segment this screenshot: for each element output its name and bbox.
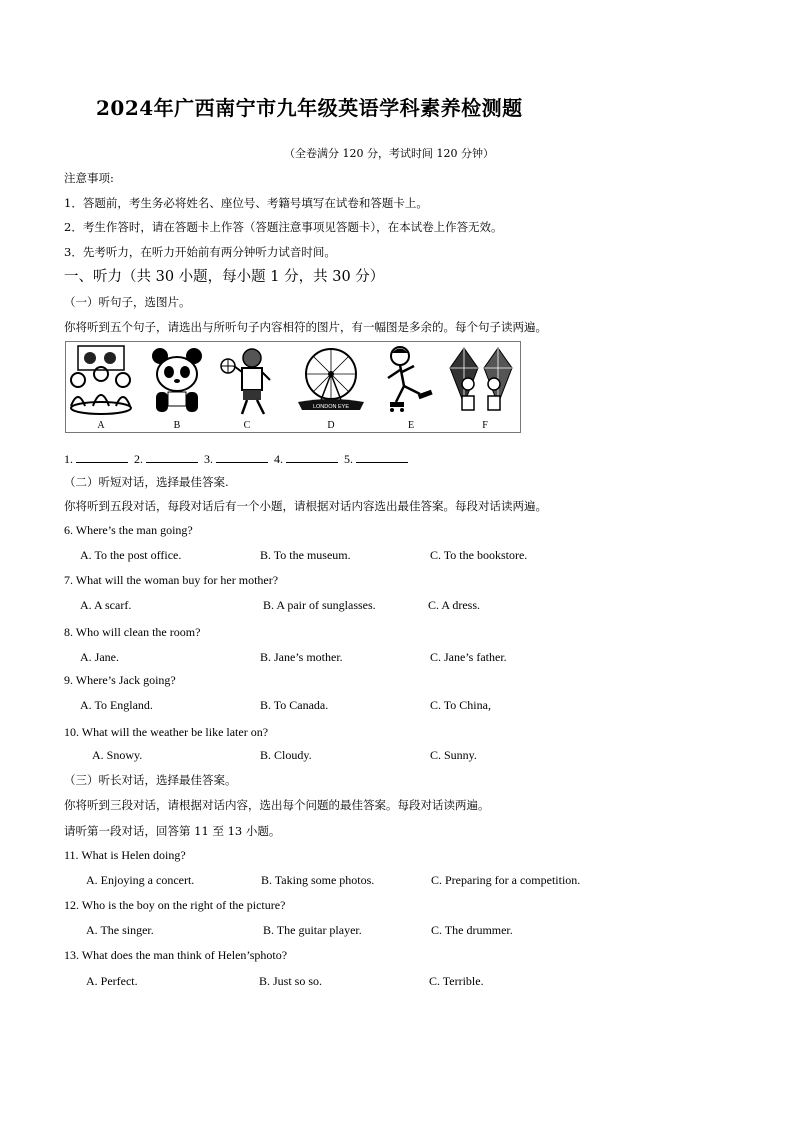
picture-label-d: D [327,420,335,431]
question-10: 10. What will the weather be like later on? [64,725,269,739]
london-eye-caption: LONDON EYE [312,404,350,410]
london-eye-icon [294,344,368,416]
notes-heading: 注意事项: [64,171,114,185]
question-6: 6. Where’s the man going? [64,523,193,537]
option-a: A. To the post office. [80,548,182,562]
part1-instruction: 你将听到五个句子，请选出与所听句子内容相符的图片，有一幅图是多余的。每个句子读两遍。 [64,320,547,334]
answer-blank-4[interactable] [286,452,338,463]
page-title: 2024年广西南宁市九年级英语学科素养检测题 [96,96,523,120]
note-item: 1．答题前，考生务必将姓名、座位号、考籍号填写在试卷和答题卡上。 [64,196,428,210]
option-c: C. Sunny. [430,748,477,762]
blank-number: 5. [344,452,353,466]
kids-kites-icon [444,344,518,416]
option-a: A. Enjoying a concert. [86,873,195,887]
option-a: A. To England. [80,698,153,712]
skater-icon [378,344,444,416]
basketball-player-icon [214,344,280,416]
option-c: C. The drummer. [431,923,513,937]
part3-instruction: 你将听到三段对话，请根据对话内容，选出每个问题的最佳答案。每段对话读两遍。 [64,798,490,812]
section-heading-listening: 一、听力（共 30 小题，每小题 1 分，共 30 分） [64,269,385,285]
blank-number: 3. [204,452,213,466]
option-b: B. Just so so. [259,974,323,988]
picture-label-f: F [482,420,488,431]
blank-number: 4. [274,452,283,466]
picture-label-c: C [243,420,251,431]
option-b: B. To Canada. [260,698,329,712]
question-9: 9. Where’s Jack going? [64,673,176,687]
part2-heading: （二）听短对话，选择最佳答案. [64,475,229,489]
option-b: B. The guitar player. [263,923,362,937]
option-a: A. The singer. [86,923,154,937]
option-c: C. To China, [430,698,491,712]
option-b: B. To the museum. [260,548,351,562]
question-8: 8. Who will clean the room? [64,625,201,639]
option-a: A. Jane. [80,650,119,664]
option-c: C. To the bookstore. [430,548,528,562]
answer-blank-3[interactable] [216,452,268,463]
picture-strip [65,341,521,433]
part1-heading: （一）听句子，选图片。 [64,295,191,309]
part2-instruction: 你将听到五段对话，每段对话后有一个小题，请根据对话内容选出最佳答案。每段对话读两遍。 [64,499,547,513]
answer-blank-1[interactable] [76,452,128,463]
option-a: A. A scarf. [80,598,132,612]
note-item: 2．考生作答时，请在答题卡上作答（答题注意事项见答题卡），在本试卷上作答无效。 [64,220,503,234]
blank-number: 1. [64,452,73,466]
question-13: 13. What does the man think of Helen’sphoto? [64,948,288,962]
option-b: B. Cloudy. [260,748,312,762]
option-c: C. Terrible. [429,974,484,988]
exam-subtitle: （全卷满分 120 分，考试时间 120 分钟） [284,147,494,160]
option-c: C. A dress. [428,598,481,612]
note-item: 3．先考听力，在听力开始前有两分钟听力试音时间。 [64,245,336,259]
question-11: 11. What is Helen doing? [64,848,186,862]
part3-heading: （三）听长对话，选择最佳答案。 [64,773,237,787]
option-a: A. Snowy. [92,748,143,762]
part3-sub-instruction: 请听第一段对话，回答第 11 至 13 小题。 [64,824,281,838]
option-b: B. Jane’s mother. [260,650,343,664]
option-c: C. Preparing for a competition. [431,873,581,887]
answer-blanks-row [64,452,411,467]
answer-blank-5[interactable] [356,452,408,463]
picture-label-a: A [97,420,105,431]
family-icon [68,344,134,416]
option-b: B. Taking some photos. [261,873,375,887]
option-b: B. A pair of sunglasses. [263,598,376,612]
picture-label-b: B [173,420,181,431]
answer-blank-2[interactable] [146,452,198,463]
blank-number: 2. [134,452,143,466]
option-c: C. Jane’s father. [430,650,507,664]
option-a: A. Perfect. [86,974,138,988]
panda-icon [144,344,210,416]
picture-label-e: E [407,420,415,431]
question-12: 12. Who is the boy on the right of the picture? [64,898,286,912]
question-7: 7. What will the woman buy for her mother? [64,573,279,587]
